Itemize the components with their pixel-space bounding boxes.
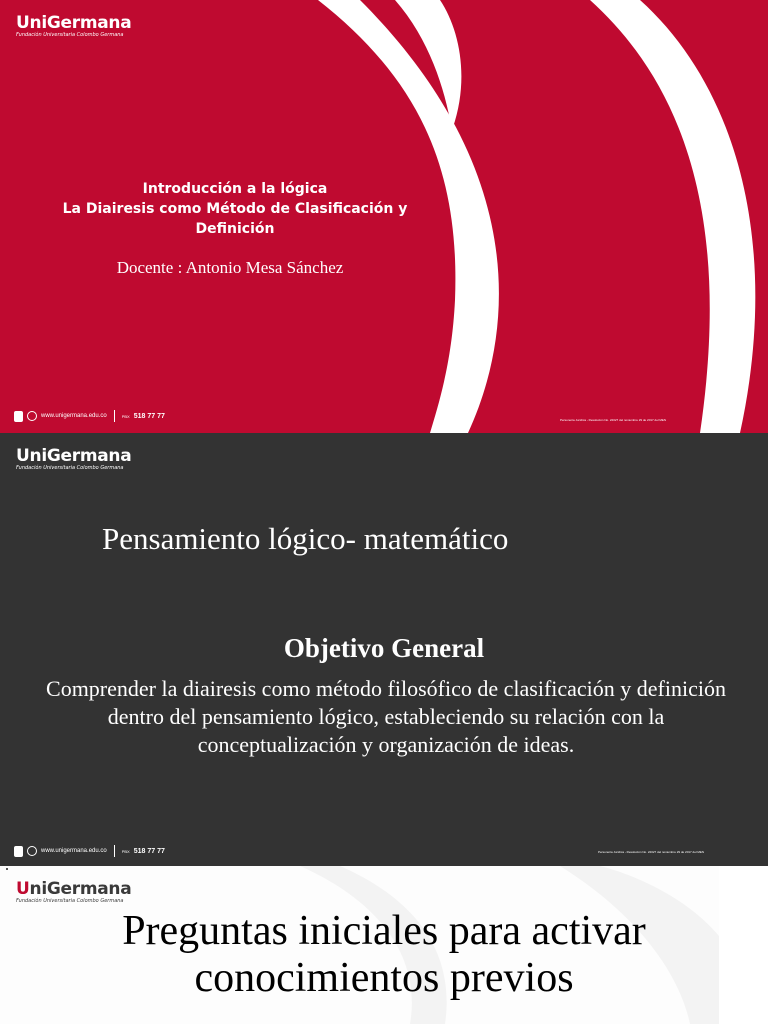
accreditation-icon <box>14 846 23 857</box>
slide-footer <box>14 845 165 857</box>
logo-name: niGermana <box>29 13 132 33</box>
logo-tagline: Fundación Universitaria Colombo Germana <box>16 465 124 471</box>
globe-icon <box>27 411 37 421</box>
title-line-2: La Diairesis como Método de Clasificación y Definición <box>62 201 408 237</box>
phone-number: 518 77 77 <box>133 412 165 420</box>
legal-text: Personería Jurídica - Resolución No. 22027 del noviembre 29 de 2017 del MEN <box>598 850 705 854</box>
slide-title <box>0 0 768 433</box>
logo-u: U <box>16 13 30 33</box>
unigermana-logo <box>16 880 131 905</box>
website-text: www.unigermana.edu.co <box>41 413 107 419</box>
logo-name: niGermana <box>29 446 132 466</box>
website-text: www.unigermana.edu.co <box>41 848 107 854</box>
title-line-1: Introducción a la lógica <box>142 181 328 197</box>
objective-text: Comprender la diairesis como método filosófico de clasificación y definición dentro del pensamiento lógico, estableciendo su relación con la conceptualización y organización de ideas. <box>46 676 726 757</box>
globe-icon <box>27 846 37 856</box>
slide-questions <box>0 866 719 1024</box>
objective-title: Objetivo General <box>283 633 485 663</box>
phone-label: PBX <box>121 413 130 419</box>
logo-wordmark <box>16 14 131 32</box>
marker-dot <box>6 868 8 870</box>
footer-divider <box>114 410 115 422</box>
slide-objective <box>0 433 768 866</box>
docente-text: Docente : Antonio Mesa Sánchez <box>116 258 344 277</box>
logo-name: niGermana <box>29 879 132 899</box>
logo-wordmark <box>16 880 131 898</box>
slide-title-text <box>30 179 440 239</box>
unigermana-logo <box>16 447 131 472</box>
slide-heading: Pensamiento lógico- matemático <box>102 521 509 556</box>
slide-footer <box>14 410 165 422</box>
footer-divider <box>114 845 115 857</box>
slide-heading: Preguntas iniciales para activar conocimientos previos <box>122 908 646 1001</box>
accreditation-icon <box>14 411 23 422</box>
logo-tagline: Fundación Universitaria Colombo Germana <box>16 898 124 904</box>
logo-tagline: Fundación Universitaria Colombo Germana <box>16 32 124 38</box>
unigermana-logo <box>16 14 131 39</box>
phone-label: PBX <box>121 848 130 854</box>
phone-number: 518 77 77 <box>133 847 165 855</box>
logo-u: U <box>16 879 30 899</box>
logo-wordmark <box>16 447 131 465</box>
legal-text: Personería Jurídica - Resolución No. 22027 del noviembre 29 de 2017 del MEN <box>560 418 667 422</box>
logo-u: U <box>16 446 30 466</box>
